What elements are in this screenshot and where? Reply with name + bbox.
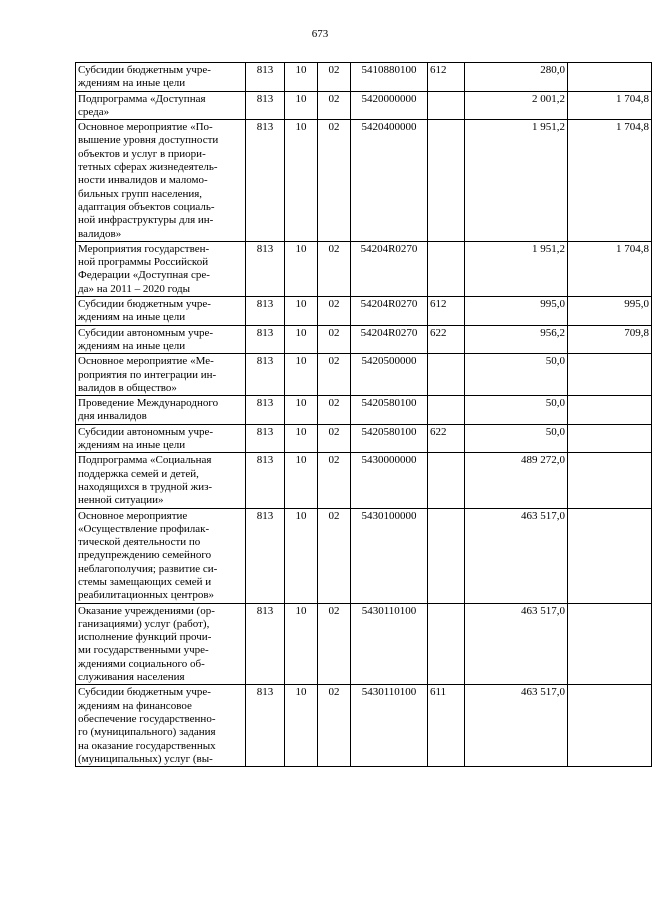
row-name-cell: Субсидии бюджетным учре- ждениям на иные цели bbox=[76, 63, 246, 92]
subsection-code-cell: 02 bbox=[318, 424, 351, 453]
section-code-cell: 10 bbox=[285, 354, 318, 396]
table-row bbox=[76, 241, 652, 296]
table-row bbox=[76, 325, 652, 354]
subsection-code-cell: 02 bbox=[318, 120, 351, 242]
amount-cell: 463 517,0 bbox=[465, 508, 568, 603]
row-name-cell: Основное мероприятие «По- вышение уровня доступности объектов и услуг в приори- тетных сферах жизнедеятель- ности инвалидов и маломо- бильных групп населения, адаптация объектов социаль- ной инфраструктуры для ин- валидов» bbox=[76, 120, 246, 242]
ved-code-cell: 813 bbox=[246, 453, 285, 508]
ved-code-cell: 813 bbox=[246, 685, 285, 767]
expense-type-cell bbox=[428, 603, 465, 685]
subsection-code-cell: 02 bbox=[318, 685, 351, 767]
ved-code-cell: 813 bbox=[246, 63, 285, 92]
target-article-cell: 54204R0270 bbox=[351, 325, 428, 354]
expense-type-cell bbox=[428, 241, 465, 296]
amount-cell: 2 001,2 bbox=[465, 91, 568, 120]
budget-table-body bbox=[76, 63, 652, 767]
federal-amount-cell bbox=[568, 396, 652, 425]
section-code-cell: 10 bbox=[285, 297, 318, 326]
section-code-cell: 10 bbox=[285, 91, 318, 120]
federal-amount-cell: 1 704,8 bbox=[568, 91, 652, 120]
federal-amount-cell: 709,8 bbox=[568, 325, 652, 354]
federal-amount-cell bbox=[568, 63, 652, 92]
table-row bbox=[76, 453, 652, 508]
federal-amount-cell bbox=[568, 354, 652, 396]
row-name-cell: Субсидии автономным учре- ждениям на иные цели bbox=[76, 325, 246, 354]
subsection-code-cell: 02 bbox=[318, 297, 351, 326]
subsection-code-cell: 02 bbox=[318, 603, 351, 685]
ved-code-cell: 813 bbox=[246, 396, 285, 425]
amount-cell: 1 951,2 bbox=[465, 241, 568, 296]
row-name-cell: Оказание учреждениями (ор- ганизациями) услуг (работ), исполнение функций прочи- ми государственными учре- ждениями социального об- служивания населения bbox=[76, 603, 246, 685]
row-name-cell: Подпрограмма «Доступная среда» bbox=[76, 91, 246, 120]
section-code-cell: 10 bbox=[285, 685, 318, 767]
target-article-cell: 5420000000 bbox=[351, 91, 428, 120]
expense-type-cell: 622 bbox=[428, 325, 465, 354]
section-code-cell: 10 bbox=[285, 453, 318, 508]
amount-cell: 956,2 bbox=[465, 325, 568, 354]
row-name-cell: Субсидии бюджетным учре- ждениям на финансовое обеспечение государственно- го (муниципального) задания на оказание государственных (муниципальных) услуг (вы- bbox=[76, 685, 246, 767]
amount-cell: 50,0 bbox=[465, 396, 568, 425]
expense-type-cell bbox=[428, 453, 465, 508]
federal-amount-cell bbox=[568, 685, 652, 767]
ved-code-cell: 813 bbox=[246, 297, 285, 326]
expense-type-cell: 612 bbox=[428, 63, 465, 92]
expense-type-cell bbox=[428, 91, 465, 120]
section-code-cell: 10 bbox=[285, 424, 318, 453]
row-name-cell: Проведение Международного дня инвалидов bbox=[76, 396, 246, 425]
section-code-cell: 10 bbox=[285, 241, 318, 296]
target-article-cell: 5430100000 bbox=[351, 508, 428, 603]
amount-cell: 1 951,2 bbox=[465, 120, 568, 242]
target-article-cell: 5430110100 bbox=[351, 685, 428, 767]
amount-cell: 280,0 bbox=[465, 63, 568, 92]
ved-code-cell: 813 bbox=[246, 241, 285, 296]
target-article-cell: 5410880100 bbox=[351, 63, 428, 92]
subsection-code-cell: 02 bbox=[318, 508, 351, 603]
expense-type-cell: 622 bbox=[428, 424, 465, 453]
ved-code-cell: 813 bbox=[246, 424, 285, 453]
subsection-code-cell: 02 bbox=[318, 354, 351, 396]
table-row bbox=[76, 396, 652, 425]
row-name-cell: Субсидии бюджетным учре- ждениям на иные цели bbox=[76, 297, 246, 326]
target-article-cell: 5430110100 bbox=[351, 603, 428, 685]
target-article-cell: 5420500000 bbox=[351, 354, 428, 396]
federal-amount-cell: 1 704,8 bbox=[568, 241, 652, 296]
ved-code-cell: 813 bbox=[246, 354, 285, 396]
table-row bbox=[76, 63, 652, 92]
expense-type-cell bbox=[428, 396, 465, 425]
federal-amount-cell: 995,0 bbox=[568, 297, 652, 326]
subsection-code-cell: 02 bbox=[318, 325, 351, 354]
table-row bbox=[76, 508, 652, 603]
subsection-code-cell: 02 bbox=[318, 91, 351, 120]
section-code-cell: 10 bbox=[285, 63, 318, 92]
expense-type-cell bbox=[428, 508, 465, 603]
expense-type-cell: 612 bbox=[428, 297, 465, 326]
section-code-cell: 10 bbox=[285, 508, 318, 603]
table-row bbox=[76, 685, 652, 767]
subsection-code-cell: 02 bbox=[318, 241, 351, 296]
ved-code-cell: 813 bbox=[246, 120, 285, 242]
target-article-cell: 5420580100 bbox=[351, 424, 428, 453]
amount-cell: 50,0 bbox=[465, 354, 568, 396]
federal-amount-cell: 1 704,8 bbox=[568, 120, 652, 242]
federal-amount-cell bbox=[568, 453, 652, 508]
row-name-cell: Подпрограмма «Социальная поддержка семей и детей, находящихся в трудной жиз- ненной ситуации» bbox=[76, 453, 246, 508]
federal-amount-cell bbox=[568, 508, 652, 603]
ved-code-cell: 813 bbox=[246, 325, 285, 354]
table-row bbox=[76, 91, 652, 120]
row-name-cell: Основное мероприятие «Ме- роприятия по интеграции ин- валидов в общество» bbox=[76, 354, 246, 396]
table-row bbox=[76, 424, 652, 453]
expense-type-cell bbox=[428, 354, 465, 396]
amount-cell: 50,0 bbox=[465, 424, 568, 453]
expense-type-cell: 611 bbox=[428, 685, 465, 767]
section-code-cell: 10 bbox=[285, 396, 318, 425]
row-name-cell: Субсидии автономным учре- ждениям на иные цели bbox=[76, 424, 246, 453]
section-code-cell: 10 bbox=[285, 603, 318, 685]
budget-table bbox=[75, 62, 652, 767]
ved-code-cell: 813 bbox=[246, 603, 285, 685]
table-row bbox=[76, 297, 652, 326]
section-code-cell: 10 bbox=[285, 325, 318, 354]
target-article-cell: 5420580100 bbox=[351, 396, 428, 425]
target-article-cell: 5420400000 bbox=[351, 120, 428, 242]
subsection-code-cell: 02 bbox=[318, 396, 351, 425]
row-name-cell: Основное мероприятие «Осуществление профилак- тической деятельности по предупреждению семейного неблагополучия; развитие си- стемы замещающих семей и реабилитационных центров» bbox=[76, 508, 246, 603]
table-row bbox=[76, 120, 652, 242]
section-code-cell: 10 bbox=[285, 120, 318, 242]
page-number: 673 bbox=[311, 28, 329, 40]
ved-code-cell: 813 bbox=[246, 91, 285, 120]
subsection-code-cell: 02 bbox=[318, 63, 351, 92]
subsection-code-cell: 02 bbox=[318, 453, 351, 508]
target-article-cell: 54204R0270 bbox=[351, 297, 428, 326]
expense-type-cell bbox=[428, 120, 465, 242]
row-name-cell: Мероприятия государствен- ной программы Российской Федерации «Доступная сре- да» на 2011 – 2020 годы bbox=[76, 241, 246, 296]
target-article-cell: 5430000000 bbox=[351, 453, 428, 508]
amount-cell: 489 272,0 bbox=[465, 453, 568, 508]
federal-amount-cell bbox=[568, 603, 652, 685]
amount-cell: 463 517,0 bbox=[465, 603, 568, 685]
amount-cell: 463 517,0 bbox=[465, 685, 568, 767]
ved-code-cell: 813 bbox=[246, 508, 285, 603]
table-row bbox=[76, 603, 652, 685]
target-article-cell: 54204R0270 bbox=[351, 241, 428, 296]
amount-cell: 995,0 bbox=[465, 297, 568, 326]
table-row bbox=[76, 354, 652, 396]
federal-amount-cell bbox=[568, 424, 652, 453]
